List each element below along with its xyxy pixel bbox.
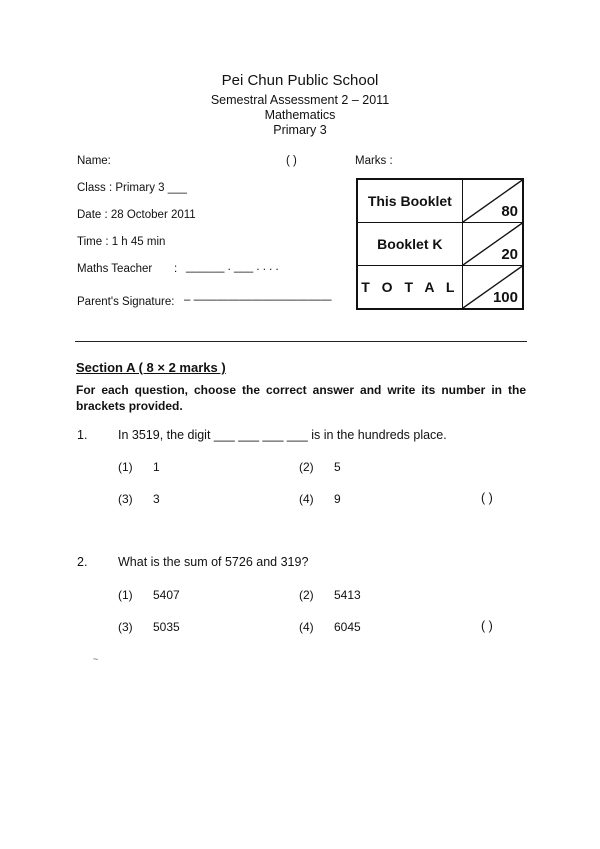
option-value: 6045 bbox=[334, 620, 361, 634]
marks-row bbox=[357, 266, 523, 310]
name-label: Name: bbox=[77, 155, 111, 167]
parent-signature-label: Parent's Signature: bbox=[77, 296, 175, 308]
level-title: Primary 3 bbox=[273, 123, 327, 137]
parent-signature-blank: – ———————————— bbox=[184, 294, 332, 306]
question-text: What is the sum of 5726 and 319? bbox=[118, 555, 309, 569]
option-value: 1 bbox=[153, 460, 160, 474]
section-title: Section A ( 8 × 2 marks ) bbox=[76, 360, 226, 375]
marks-score: 100 bbox=[492, 289, 518, 306]
subject-title: Mathematics bbox=[264, 108, 336, 122]
option-value: 5413 bbox=[334, 588, 361, 602]
marks-row bbox=[357, 223, 523, 266]
option-label: (2) bbox=[299, 460, 314, 474]
option-label: (4) bbox=[299, 620, 314, 634]
marks-score: 80 bbox=[501, 203, 518, 220]
option-label: (1) bbox=[118, 460, 133, 474]
time-field: Time : 1 h 45 min bbox=[77, 236, 166, 248]
teacher-label: Maths Teacher bbox=[77, 263, 153, 275]
option-label: (3) bbox=[118, 492, 133, 506]
question-text: In 3519, the digit ___ ___ ___ ___ is in the hundreds place. bbox=[118, 428, 447, 442]
question-number: 1. bbox=[77, 428, 88, 442]
teacher-blank: ______ . ___ . . . . bbox=[186, 261, 279, 273]
option-label: (3) bbox=[118, 620, 133, 634]
marks-row-label: T O T A L bbox=[357, 266, 462, 310]
date-field: Date : 28 October 2011 bbox=[77, 209, 196, 221]
answer-brackets: ( ) bbox=[481, 619, 493, 633]
option-value: 5035 bbox=[153, 620, 180, 634]
teacher-colon: : bbox=[174, 263, 178, 275]
answer-brackets: ( ) bbox=[481, 491, 493, 505]
assessment-title: Semestral Assessment 2 – 2011 bbox=[210, 93, 390, 107]
question-number: 2. bbox=[77, 555, 88, 569]
marks-score-cell bbox=[462, 179, 523, 223]
option-value: 9 bbox=[334, 492, 341, 506]
marks-score-cell bbox=[462, 223, 523, 266]
marks-score-cell bbox=[462, 266, 523, 310]
option-label: (4) bbox=[299, 492, 314, 506]
option-label: (2) bbox=[299, 588, 314, 602]
marks-label: Marks : bbox=[355, 155, 393, 167]
section-instructions: For each question, choose the correct answer and write its number in the brackets provided. bbox=[76, 383, 526, 413]
class-field: Class : Primary 3 ___ bbox=[77, 182, 187, 194]
option-value: 3 bbox=[153, 492, 160, 506]
divider bbox=[75, 341, 527, 342]
school-name: Pei Chun Public School bbox=[221, 72, 379, 89]
option-value: 5 bbox=[334, 460, 341, 474]
option-label: (1) bbox=[118, 588, 133, 602]
stray-mark: ~ bbox=[93, 654, 99, 664]
marks-row bbox=[357, 179, 523, 223]
marks-row-label: This Booklet bbox=[357, 179, 462, 223]
marks-table bbox=[356, 178, 524, 310]
marks-row-label: Booklet K bbox=[357, 223, 462, 266]
marks-score: 20 bbox=[501, 246, 518, 263]
option-value: 5407 bbox=[153, 588, 180, 602]
register-number-brackets: ( ) bbox=[286, 155, 297, 167]
